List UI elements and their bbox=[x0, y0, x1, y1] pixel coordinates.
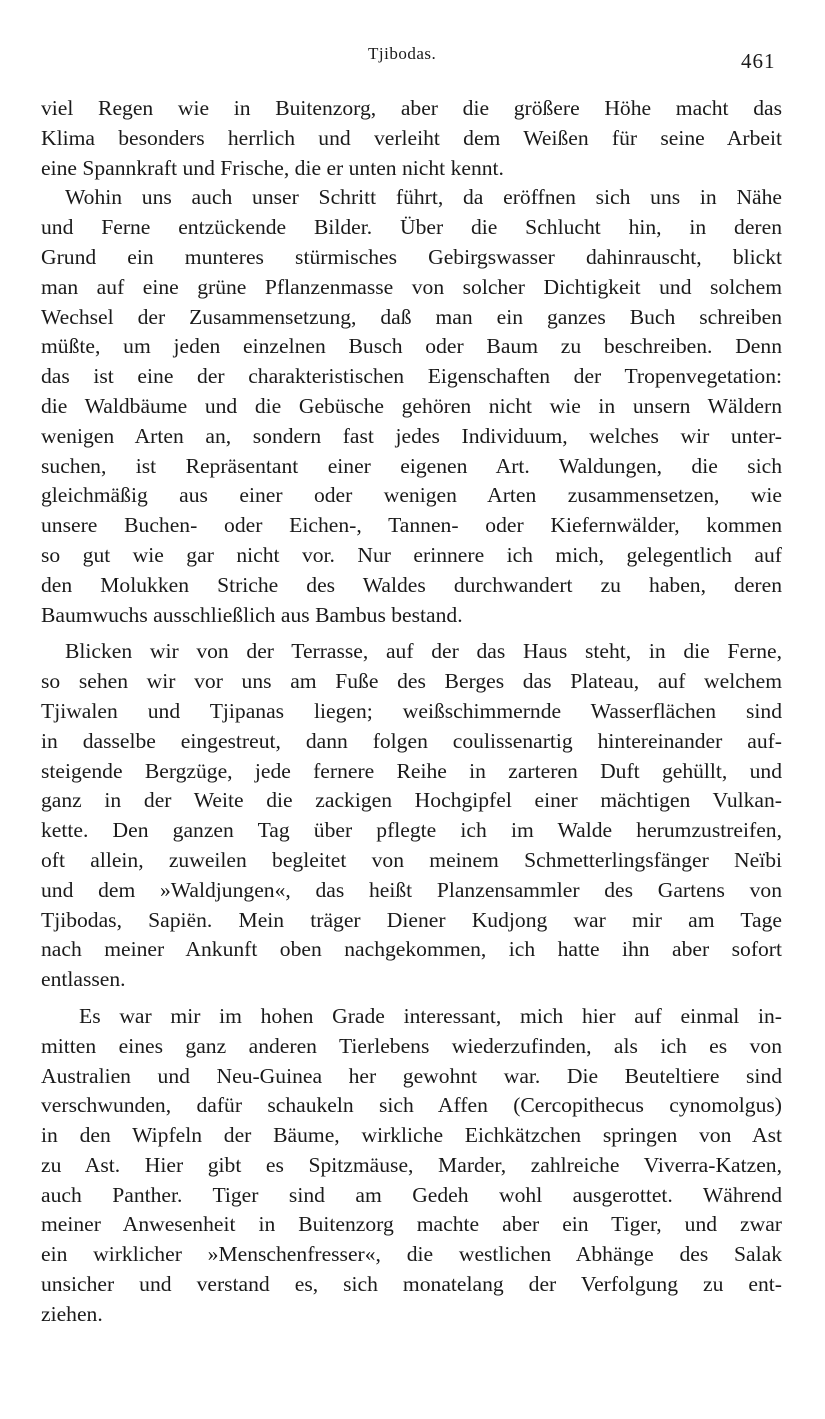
text-line: suchen, ist Repräsentant einer eigenen Art. Waldungen, die sich bbox=[41, 453, 782, 478]
paragraph-3 bbox=[41, 637, 782, 995]
text-line: zu Ast. Hier gibt es Spitzmäuse, Marder, zahlreiche Viverra-Katzen, bbox=[41, 1152, 782, 1177]
text-line: man auf eine grüne Pflanzenmasse von solcher Dichtigkeit und solchem bbox=[41, 274, 782, 299]
text-line: verschwunden, dafür schaukeln sich Affen (Cercopithecus cynomolgus) bbox=[41, 1093, 782, 1118]
running-title: Tjibodas. bbox=[368, 44, 437, 63]
text-line: Blicken wir von der Terrasse, auf der das Haus steht, in die Ferne, bbox=[65, 639, 782, 664]
text-line: Wechsel der Zusammensetzung, daß man ein ganzes Buch schreiben bbox=[41, 304, 782, 329]
text-line: unsicher und verstand es, sich monatelang der Verfolgung zu ent- bbox=[41, 1272, 782, 1297]
paragraph-1 bbox=[41, 94, 782, 183]
text-line: so gut wie gar nicht vor. Nur erinnere ich mich, gelegentlich auf bbox=[41, 542, 782, 567]
text-line: mitten eines ganz anderen Tierlebens wiederzufinden, als ich es von bbox=[41, 1033, 782, 1058]
text-line: meiner Anwesenheit in Buitenzorg machte aber ein Tiger, und zwar bbox=[41, 1212, 782, 1237]
text-line: oft allein, zuweilen begleitet von meinem Schmetterlingsfänger Neïbi bbox=[41, 847, 782, 872]
text-line: Grund ein munteres stürmisches Gebirgswasser dahinrauscht, blickt bbox=[41, 244, 782, 269]
text-line: ziehen. bbox=[41, 1301, 103, 1326]
text-line: Australien und Neu-Guinea her gewohnt war. Die Beuteltiere sind bbox=[41, 1063, 782, 1088]
body-text bbox=[41, 94, 782, 1330]
page-number: 461 bbox=[741, 49, 776, 73]
text-line: viel Regen wie in Buitenzorg, aber die größere Höhe macht das bbox=[41, 96, 782, 120]
paragraph-2 bbox=[41, 183, 782, 630]
text-line: eine Spannkraft und Frische, die er unten nicht kennt. bbox=[41, 155, 504, 180]
text-line: gleichmäßig aus einer oder wenigen Arten zusammensetzen, wie bbox=[41, 483, 782, 508]
text-line: auch Panther. Tiger sind am Gedeh wohl ausgerottet. Während bbox=[41, 1182, 782, 1207]
text-line: müßte, um jeden einzelnen Busch oder Baum zu beschreiben. Denn bbox=[41, 334, 782, 359]
text-line: kette. Den ganzen Tag über pflegte ich im Walde herumzustreifen, bbox=[41, 818, 782, 843]
text-line: den Molukken Striche des Waldes durchwandert zu haben, deren bbox=[41, 572, 782, 597]
text-line: nach meiner Ankunft oben nachgekommen, ich hatte ihn aber sofort bbox=[41, 937, 782, 962]
running-head bbox=[0, 44, 825, 74]
text-line: entlassen. bbox=[41, 967, 126, 992]
text-line: Klima besonders herrlich und verleiht dem Weißen für seine Arbeit bbox=[41, 125, 782, 150]
text-line: Wohin uns auch unser Schritt führt, da eröffnen sich uns in Nähe bbox=[65, 185, 782, 210]
text-line: Es war mir im hohen Grade interessant, mich hier auf einmal in- bbox=[79, 1003, 782, 1028]
text-line: Tjibodas, Sapiën. Mein träger Diener Kudjong war mir am Tage bbox=[41, 907, 782, 932]
text-line: so sehen wir vor uns am Fuße des Berges das Plateau, auf welchem bbox=[41, 669, 782, 694]
text-line: Baumwuchs ausschließlich aus Bambus bestand. bbox=[41, 602, 463, 627]
text-line: in dasselbe eingestreut, dann folgen coulissenartig hintereinander auf- bbox=[41, 728, 782, 753]
text-line: unsere Buchen- oder Eichen-, Tannen- oder Kiefernwälder, kommen bbox=[41, 513, 782, 538]
text-line: und Ferne entzückende Bilder. Über die Schlucht hin, in deren bbox=[41, 215, 782, 240]
text-line: Tjiwalen und Tjipanas liegen; weißschimmernde Wasserflächen sind bbox=[41, 698, 782, 723]
text-line: wenigen Arten an, sondern fast jedes Individuum, welches wir unter- bbox=[41, 423, 782, 448]
text-line: die Waldbäume und die Gebüsche gehören nicht wie in unsern Wäldern bbox=[41, 393, 782, 418]
text-line: steigende Bergzüge, jede fernere Reihe in zarteren Duft gehüllt, und bbox=[41, 758, 782, 783]
text-line: ein wirklicher »Menschenfresser«, die westlichen Abhänge des Salak bbox=[41, 1242, 782, 1267]
text-line: in den Wipfeln der Bäume, wirkliche Eichkätzchen springen von Ast bbox=[41, 1123, 782, 1148]
text-line: das ist eine der charakteristischen Eigenschaften der Tropenvegetation: bbox=[41, 364, 782, 389]
paragraph-4 bbox=[41, 1002, 782, 1330]
text-line: und dem »Waldjungen«, das heißt Planzensammler des Gartens von bbox=[41, 877, 782, 902]
text-line: ganz in der Weite die zackigen Hochgipfel einer mächtigen Vulkan- bbox=[41, 788, 782, 813]
